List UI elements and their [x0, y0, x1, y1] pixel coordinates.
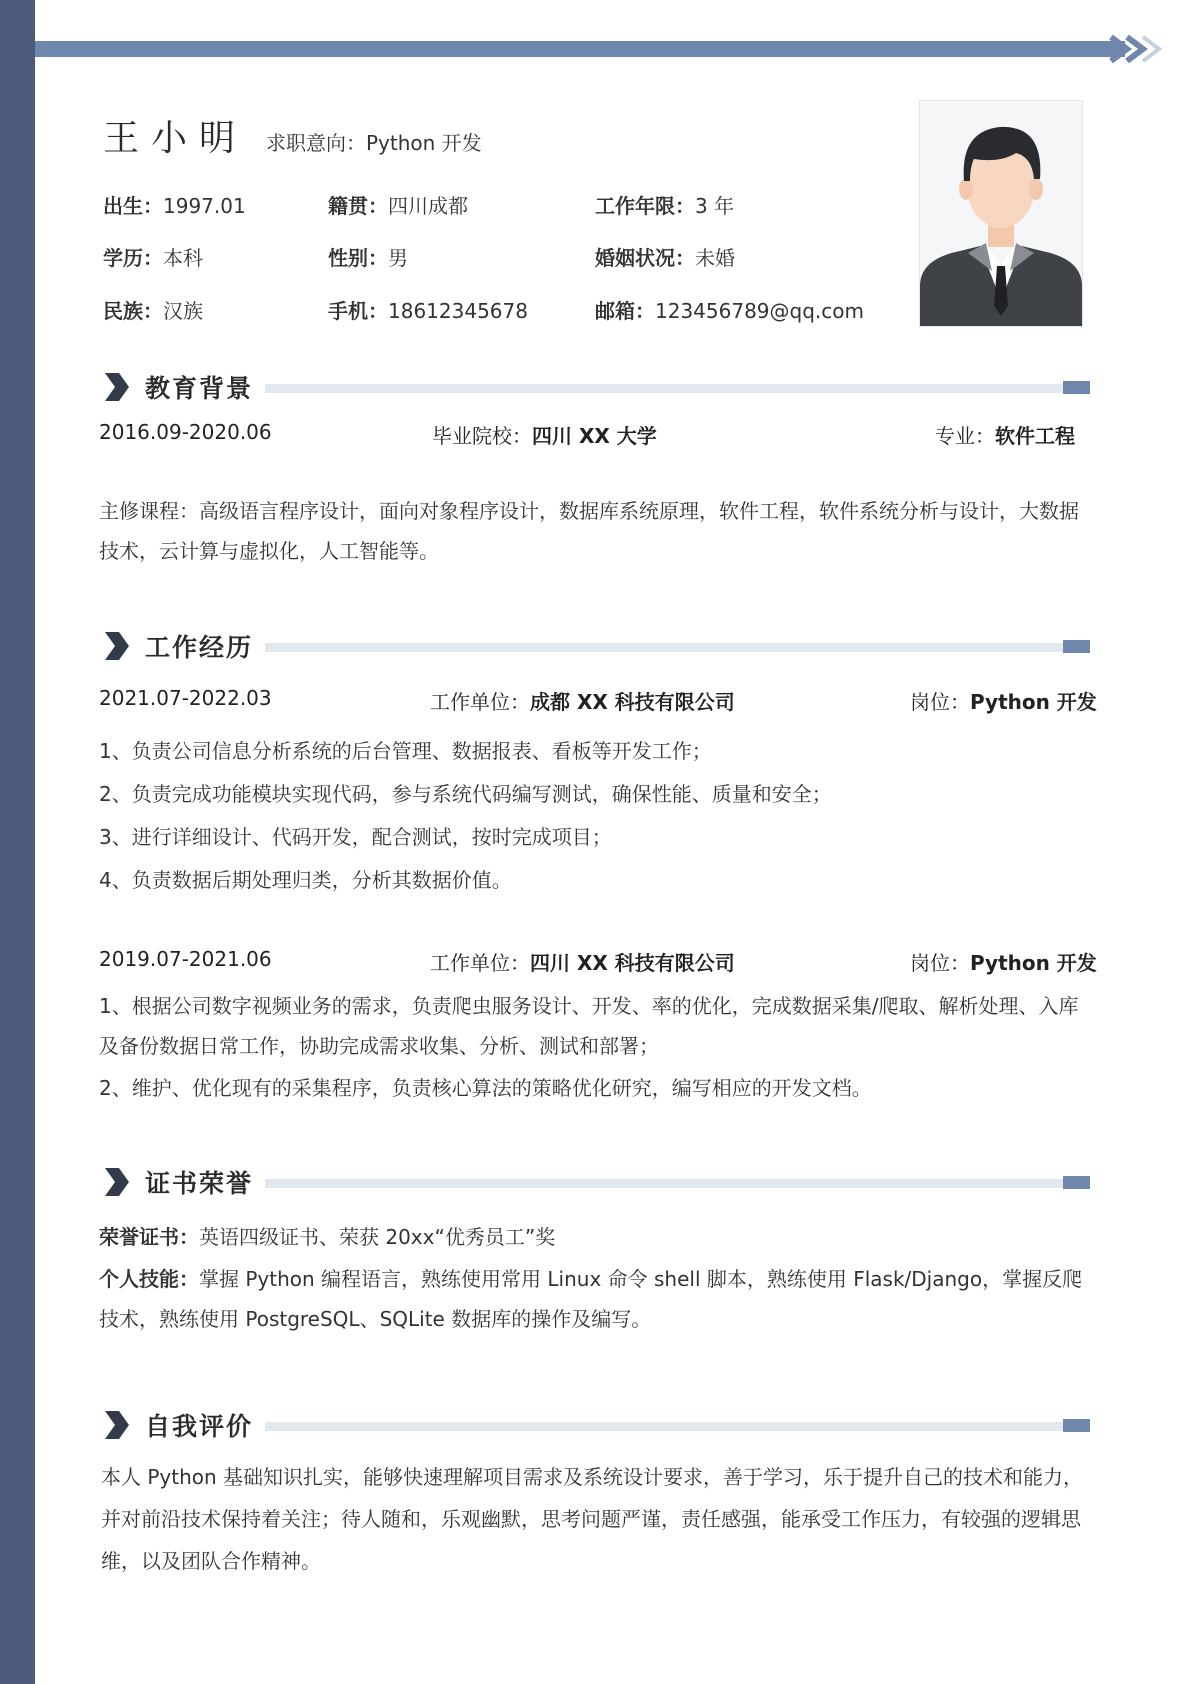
info-birth: 出生：1997.01 [103, 194, 246, 218]
info-email: 邮箱：123456789@qq.com [595, 299, 864, 323]
job-position: 岗位：Python 开发 [910, 951, 1097, 975]
chevron-right-icon [103, 632, 129, 660]
job-duty: 1、负责公司信息分析系统的后台管理、数据报表、看板等开发工作； [99, 739, 712, 763]
info-education: 学历：本科 [103, 246, 203, 270]
chevron-right-icon [103, 373, 129, 401]
header-bar [35, 41, 1125, 57]
job-duty: 2、维护、优化现有的采集程序，负责核心算法的策略优化研究，编写相应的开发文档。 [99, 1076, 872, 1100]
job-duty: 3、进行详细设计、代码开发，配合测试，按时完成项目； [99, 825, 612, 849]
section-marker [1063, 640, 1090, 653]
job-intent: 求职意向：Python 开发 [266, 131, 482, 155]
section-marker [1063, 381, 1090, 394]
personal-info [103, 190, 883, 330]
section-divider [265, 1422, 1063, 1431]
skills-line: 个人技能：掌握 Python 编程语言，熟练使用常用 Linux 命令 shell 脚本，熟练使用 Flask/Django，掌握反爬技术，熟练使用 PostgreSQL、SQLite 数据库的操作及编写。 [99, 1267, 1083, 1331]
section-divider [265, 384, 1063, 393]
edu-major: 专业：软件工程 [935, 424, 1075, 448]
section-divider [265, 643, 1063, 652]
chevron-right-icon [103, 1411, 129, 1439]
edu-school: 毕业院校：四川 XX 大学 [432, 424, 657, 448]
job-duty: 4、负责数据后期处理归类，分析其数据价值。 [99, 868, 512, 892]
section-divider [265, 1179, 1063, 1188]
info-phone: 手机：18612345678 [328, 299, 528, 323]
job-period: 2021.07-2022.03 [99, 686, 272, 710]
section-title: 教育背景 [145, 374, 254, 403]
info-marital: 婚姻状况：未婚 [595, 246, 735, 270]
candidate-name: 王小明 [103, 118, 248, 159]
section-work [103, 626, 1088, 666]
info-years: 工作年限：3 年 [595, 194, 735, 218]
section-marker [1063, 1176, 1090, 1189]
section-title: 证书荣誉 [145, 1169, 254, 1198]
honor-line: 荣誉证书：英语四级证书、荣获 20xx“优秀员工”奖 [99, 1225, 556, 1249]
edu-period: 2016.09-2020.06 [99, 420, 272, 444]
section-title: 工作经历 [145, 633, 254, 662]
info-ethnic: 民族：汉族 [103, 299, 203, 323]
job-duty: 2、负责完成功能模块实现代码，参与系统代码编写测试，确保性能、质量和安全； [99, 782, 832, 806]
job-company: 工作单位：成都 XX 科技有限公司 [430, 690, 735, 714]
section-education [103, 367, 1088, 407]
edu-courses: 主修课程：高级语言程序设计，面向对象程序设计，数据库系统原理，软件工程，软件系统分析与设计，大数据技术，云计算与虚拟化，人工智能等。 [99, 499, 1079, 563]
section-marker [1063, 1419, 1090, 1432]
section-self [103, 1405, 1088, 1445]
avatar [919, 100, 1083, 327]
double-chevron-icon [1105, 33, 1165, 65]
job-position: 岗位：Python 开发 [910, 690, 1097, 714]
chevron-right-icon [103, 1168, 129, 1196]
section-title: 自我评价 [145, 1412, 254, 1441]
job-period: 2019.07-2021.06 [99, 947, 272, 971]
job-company: 工作单位：四川 XX 科技有限公司 [430, 951, 735, 975]
self-evaluation: 本人 Python 基础知识扎实，能够快速理解项目需求及系统设计要求，善于学习，乐于提升自己的技术和能力，并对前沿技术保持着关注；待人随和，乐观幽默，思考问题严谨，责任感强，能承受工作压力，有较强的逻辑思维，以及团队合作精神。 [101, 1465, 1084, 1573]
sidebar-stripe [0, 0, 35, 1684]
info-gender: 性别：男 [328, 246, 408, 270]
info-origin: 籍贯：四川成都 [328, 194, 468, 218]
section-certs [103, 1162, 1088, 1202]
job-duty: 1、根据公司数字视频业务的需求，负责爬虫服务设计、开发、率的优化，完成数据采集/爬取、解析处理、入库及备份数据日常工作，协助完成需求收集、分析、测试和部署； [99, 994, 1079, 1058]
